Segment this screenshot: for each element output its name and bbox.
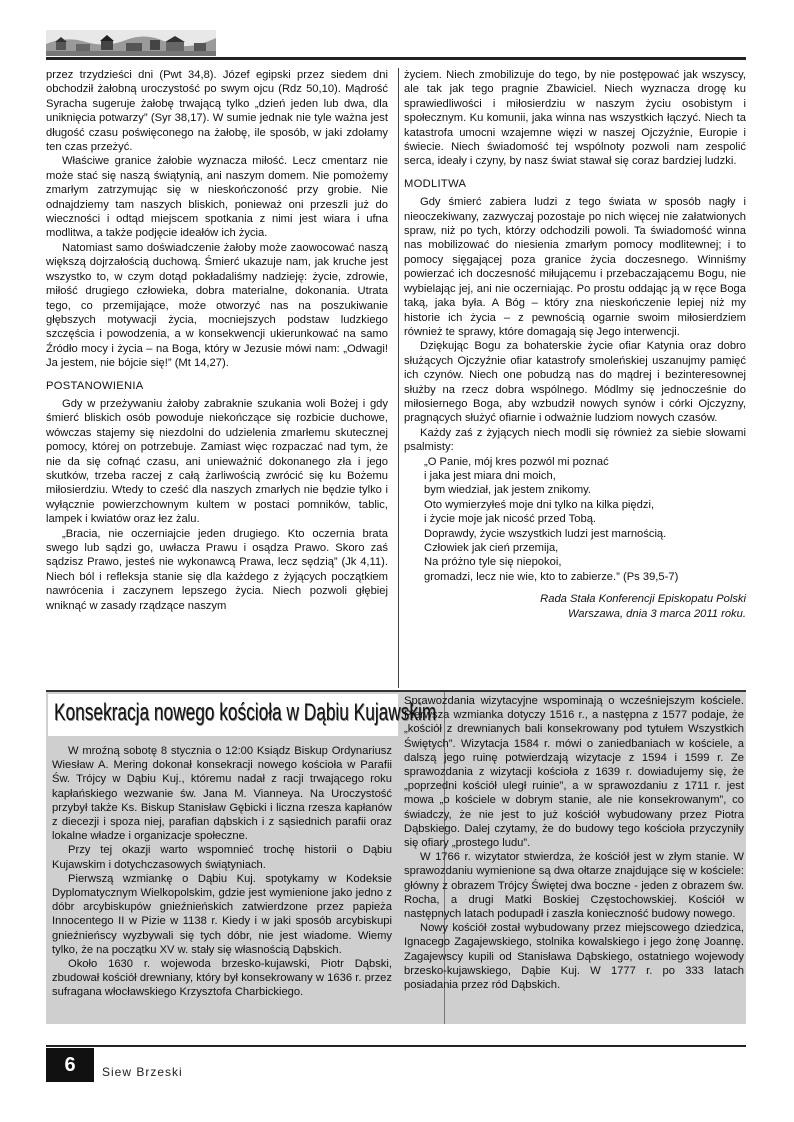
- paragraph: Pierwszą wzmiankę o Dąbiu Kuj. spotykamy w Kodeksie Dyplomatycznym Wielkopolskim, gdzie jest wymienione jako jedno z dóbr arcybiskupów gnieźnieńskich zatwierdzone przez papieża Innocentego II w Pizie w 1138 r. Kiedy i w jaki sposób arcybiskupi gnieźnieńscy wyzbywali się tych dóbr, nie jest wiadome. Wiemy tylko, że na początku XV w. stały się własnością Dąbskich.: [52, 872, 392, 956]
- signature-date: Warszawa, dnia 3 marca 2011 roku.: [567, 607, 746, 620]
- article-title: Konsekracja nowego kościoła w Dąbiu Kujawskim: [54, 699, 437, 726]
- footer-rule: [46, 1045, 746, 1047]
- paragraph: przez trzydzieści dni (Pwt 34,8). Józef egipski przez siedem dni obchodził żałobną uroczystość po swym ojcu (Rdz 50,10). Mądrość Syracha sugeruje żałobę trwającą tylko „dzień jeden lub dwa, dla uniknięcia potwarzy” (Syr 38,17). W sumie jednak nie tyle ważna jest długość czasu poświęconego na żałobę, ile sposób, w jaki zdołamy ten czas przeżyć.: [46, 69, 388, 154]
- header-village-image: [46, 30, 216, 56]
- paragraph: Nowy kościół został wybudowany przez miejscowego dziedzica, Ignacego Zagajewskiego, stolnika kowalskiego i jego żonę Joannę. Zagajewscy kupili od Stanisława Dąbskiego, ostatniego wojewody brzesko-kujawskiego, Dąbie Kuj. W 1777 r. po 333 latach posiadania przez ród Dąbskich.: [404, 922, 744, 992]
- signature: [404, 592, 746, 621]
- page-number: 6: [46, 1048, 94, 1082]
- poem-line: Na próżno tyle się niepokoi,: [424, 556, 562, 569]
- header-rule: [46, 57, 746, 60]
- signature-author: Rada Stała Konferencji Episkopatu Polski: [540, 593, 746, 606]
- paragraph: „Bracia, nie oczerniajcie jeden drugiego. Kto oczernia brata swego lub sądzi go, uwłacza Prawu i osądza Prawo. Skoro zaś sądzisz Prawo, jesteś nie wykonawcą Prawa, lecz sędzią” (Jk 4,11). Niech ból i refleksja stanie się dla każdego z żyjących początkiem nawrócenia i zaczynem lepszego życia. Niech pozwoli głębiej wniknąć w zasady rządzące naszym: [46, 527, 388, 612]
- paragraph: Dziękując Bogu za bohaterskie życie ofiar Katynia oraz dobro służących Ojczyźnie ofiar katastrofy smoleńskiej uszanujmy pamięć ich czynów. Niech one pobudzą nas do mądrej i bezinteresownej służby na rzecz dobra wspólnego. Módlmy się jednocześnie do miłosiernego Boga, aby wzbudził nowych synów i córki Ojczyzny, pragnących służyć ofiarnie i odważnie ludziom nowych czasów.: [404, 340, 746, 425]
- psalm-quote: [404, 455, 746, 585]
- poem-line: i jaka jest miara dni moich,: [424, 469, 556, 482]
- paragraph: Sprawozdania wizytacyjne wspominają o wcześniejszym kościele. Pierwsza wzmianka dotyczy 1516 r., a następna z 1577 podaje, że „kościół z drewnianych bali konsekrowany pod tytułem Wszystkich Świętych”. Wizytacja 1584 r. mówi o zaniedbaniach w kościele, a dalszą jego ruinę potwierdzają wizytacje z 1594 i 1599 r. Ze sprawozdania z wizytacji kościoła z 1639 r. dowiadujemy się, że „poprzedni kościół uległ ruinie”, a w sprawozdaniu z 1711 r. jest mowa „o kościele w dobrym stanie, ale nie konsekrowanym”, co świadczy, że nie jest to już kościół wybudowany przez Piotra Dąbskiego. Dalej czytamy, że do budowy tego kościoła przyczyniły się ofiary „prostego ludu”.: [404, 695, 744, 850]
- left-column: [46, 68, 388, 613]
- paragraph: Gdy w przeżywaniu żałoby zabraknie szukania woli Bożej i gdy śmierć bliskich osób powoduje niekończące się rozbicie duchowe, wówczas stajemy się niezdolni do udzielenia zmarłemu skutecznej pomocy, której on potrzebuje. Zamiast więc rozpaczać nad tym, że nie da się cofnąć czasu, ani unieważnić dokonanego zła i jego skutków, trzeba raczej z całą żarliwością zwrócić się ku Bożemu miłosierdziu. Wtedy to cześć dla naszych zmarłych nie będzie tylko i wyłącznie powierzchownym kultem w postaci pomników, tablic, lampek i kwiatów oraz łez żalu.: [46, 397, 388, 526]
- poem-line: Doprawdy, życie wszystkich ludzi jest marnością.: [424, 527, 667, 540]
- poem-line: „O Panie, mój kres pozwól mi poznać: [424, 455, 609, 468]
- section-heading-postanowienia: POSTANOWIENIA: [46, 379, 144, 392]
- paragraph: życiem. Niech zmobilizuje do tego, by nie postępować jak wszyscy, ale tak jak tego pragnie Zbawiciel. Niech wyznacza drogę ku sprawiedliwości i miłosierdziu w naszym życiu osobistym i społecznym. Ku komunii, jaka winna nas wszystkich łączyć. Niech ta katastrofa umocni wzajemne więzi w naszej Ojczyźnie, Europie i świecie. Niech świadomość tej wspólnoty pozwoli nam zespolić serca, ideały i czyny, by nasz świat stawał się coraz bardziej ludzki.: [404, 69, 746, 168]
- paragraph: Każdy zaś z żyjących niech modli się również za siebie słowami psalmisty:: [404, 426, 746, 454]
- paragraph: Właściwe granice żałobie wyznacza miłość. Lecz cmentarz nie może stać się naszą świątynią, ani naszym domem. Nie pomożemy zmarłym zatrzymując się w nieskończoność przy grobie. Nie odnajdziemy tam naszych bliskich, ponieważ oni przeszli już do wieczności i odtąd miejscem spotkania z nimi jest wiara i ufna modlitwa, a także podjęcie ideałów ich życia.: [46, 155, 388, 240]
- paragraph: Natomiast samo doświadczenie żałoby może zaowocować naszą większą dojrzałością duchową. Śmierć ukazuje nam, jak kruche jest wszystko to, w czym dotąd pokładaliśmy nadzieję: życie, zdrowie, miłość drugiego człowieka, dobra materialne, dokonania. Utrata tego, co przemijające, może otworzyć nas na poszukiwanie głębszych motywacji życia, mocniejszych podstaw ludzkiego szczęścia i powodzenia, a w konsekwencji ukierunkować na samo Źródło mocy i życia – na Boga, który w Jezusie mówi nam: „Odwagi! Ja jestem, nie bójcie się!” (Mt 14,27).: [46, 241, 388, 370]
- paragraph: Przy tej okazji warto wspomnieć trochę historii o Dąbiu Kujawskim i dotychczasowych świątyniach.: [52, 844, 392, 871]
- column-divider: [398, 68, 399, 688]
- poem-line: Oto wymierzyłeś moje dni tylko na kilka piędzi,: [424, 498, 655, 511]
- paragraph: W 1766 r. wizytator stwierdza, że kościół jest w złym stanie. W sprawozdaniu wymienione są dwa ołtarze znajdujące się w kościele: główny z obrazem Trójcy Świętej dwa boczne - jeden z obrazem św. Rocha, a drugi Matki Boskiej Częstochowskiej. Kościół w następnych latach podupadł i zaszła konieczność budowy nowego.: [404, 851, 744, 921]
- poem-line: Człowiek jak cień przemija,: [424, 542, 559, 554]
- article-box: [46, 690, 746, 1024]
- article-left-column: [52, 744, 392, 1000]
- magazine-name: Siew Brzeski: [102, 1065, 183, 1079]
- paragraph: W mroźną sobotę 8 stycznia o 12:00 Ksiądz Biskup Ordynariusz Wiesław A. Mering dokonał konsekracji nowego kościoła w Parafii Św. Trójcy w Dąbiu Kuj., któremu nadał z racji trwającego roku kapłańskiego wezwanie św. Jana M. Vianneya. Na Uroczystość przybył także Ks. Biskup Stanisław Gębicki i liczna rzesza kapłanów z diecezji i spoza niej, parafian dąbskich i z sąsiednich parafii oraz lokalne władze i organizacje społeczne.: [52, 745, 392, 843]
- paragraph: Około 1630 r. wojewoda brzesko-kujawski, Piotr Dąbski, zbudował kościół drewniany, który był konsekrowany w 1636 r. przez sufragana włocławskiego Krzysztofa Charbickiego.: [52, 958, 392, 999]
- poem-line: bym wiedział, jak jestem znikomy.: [424, 484, 592, 497]
- poem-line: gromadzi, lecz nie wie, kto to zabierze.” (Ps 39,5-7): [424, 570, 679, 583]
- poem-line: i życie moje jak nicość przed Tobą.: [424, 513, 597, 526]
- article-right-column: [404, 694, 744, 992]
- article-title-box: [48, 694, 437, 736]
- right-column: [404, 68, 746, 621]
- section-heading-modlitwa: MODLITWA: [404, 177, 467, 190]
- paragraph: Gdy śmierć zabiera ludzi z tego świata w sposób nagły i nieoczekiwany, zazwyczaj pozostaje po nich więcej nie załatwionych spraw, niż po tych, którzy odchodzili powoli. Ta świadomość winna nas mobilizować do niesienia zmarłym pomocy modlitewnej; i to pomocy sięgającej poza granice życia doczesnego. Winniśmy powierzać ich doczesność miłującemu i przebaczającemu Bogu, nie wybielając jej, ani nie oczerniając. Po prostu oddając ją w ręce Boga taką, jaka była. A Bóg – który zna nieskończenie lepiej niż my historie ich życia – z pewnością ogarnie swoim miłosierdziem również te sprawy, które domagają się Jego interwencji.: [404, 196, 746, 338]
